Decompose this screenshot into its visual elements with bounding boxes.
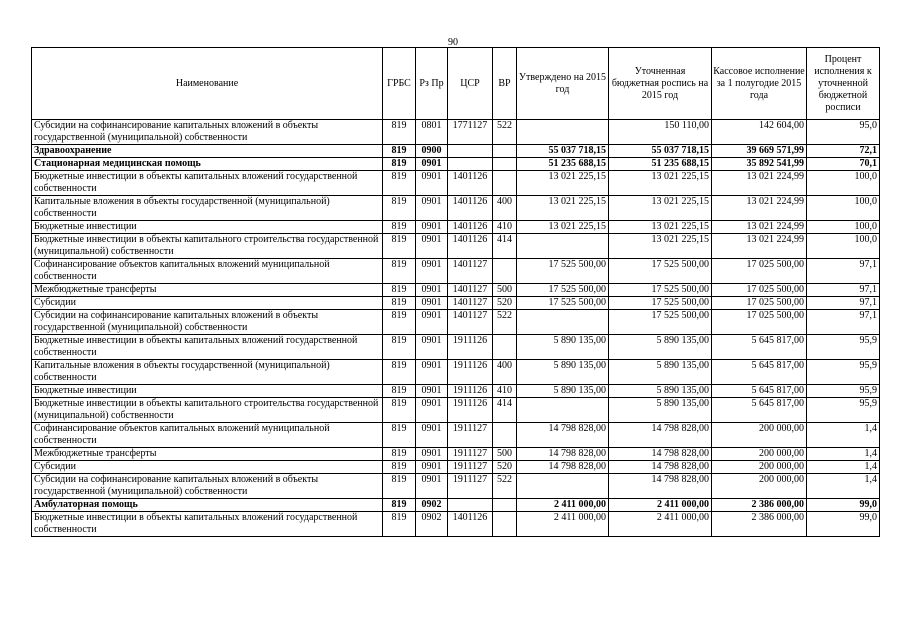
cell-refined: 2 411 000,00 <box>609 512 712 537</box>
cell-vr <box>493 171 517 196</box>
cell-percent: 1,4 <box>807 423 880 448</box>
header-refined: Уточненная бюджетная роспись на 2015 год <box>609 48 712 120</box>
cell-vr <box>493 512 517 537</box>
cell-approved: 14 798 828,00 <box>517 448 609 461</box>
cell-csr <box>448 158 493 171</box>
cell-grbs: 819 <box>383 158 416 171</box>
cell-vr <box>493 259 517 284</box>
cell-csr: 1401127 <box>448 310 493 335</box>
cell-vr: 522 <box>493 474 517 499</box>
budget-execution-table <box>31 47 880 537</box>
cell-refined: 14 798 828,00 <box>609 474 712 499</box>
cell-vr: 520 <box>493 461 517 474</box>
cell-percent: 99,0 <box>807 512 880 537</box>
cell-csr: 1401127 <box>448 297 493 310</box>
table-row <box>32 335 880 360</box>
cell-percent: 95,9 <box>807 385 880 398</box>
cell-refined: 5 890 135,00 <box>609 360 712 385</box>
cell-name: Бюджетные инвестиции в объекты капитальных вложений государственной собственности <box>32 512 383 537</box>
cell-vr <box>493 145 517 158</box>
cell-grbs: 819 <box>383 423 416 448</box>
cell-refined: 14 798 828,00 <box>609 461 712 474</box>
cell-percent: 100,0 <box>807 171 880 196</box>
table-row <box>32 423 880 448</box>
cell-vr: 410 <box>493 385 517 398</box>
cell-name: Бюджетные инвестиции <box>32 221 383 234</box>
table-row <box>32 461 880 474</box>
cell-name: Бюджетные инвестиции в объекты капитальных вложений государственной собственности <box>32 335 383 360</box>
cell-grbs: 819 <box>383 499 416 512</box>
cell-rz-pr: 0901 <box>416 196 448 221</box>
cell-grbs: 819 <box>383 448 416 461</box>
cell-rz-pr: 0901 <box>416 360 448 385</box>
cell-approved: 2 411 000,00 <box>517 499 609 512</box>
table-row <box>32 360 880 385</box>
cell-cash: 200 000,00 <box>712 423 807 448</box>
cell-grbs: 819 <box>383 310 416 335</box>
cell-refined: 13 021 225,15 <box>609 234 712 259</box>
cell-refined: 17 525 500,00 <box>609 284 712 297</box>
cell-refined: 14 798 828,00 <box>609 448 712 461</box>
cell-cash: 13 021 224,99 <box>712 234 807 259</box>
cell-refined: 5 890 135,00 <box>609 385 712 398</box>
cell-rz-pr: 0901 <box>416 335 448 360</box>
cell-name: Бюджетные инвестиции в объекты капитального строительства государственной (муниципальной) собственности <box>32 234 383 259</box>
cell-grbs: 819 <box>383 196 416 221</box>
cell-cash: 17 025 500,00 <box>712 297 807 310</box>
table-row <box>32 145 880 158</box>
cell-rz-pr: 0902 <box>416 512 448 537</box>
cell-percent: 70,1 <box>807 158 880 171</box>
cell-approved: 17 525 500,00 <box>517 284 609 297</box>
cell-approved: 2 411 000,00 <box>517 512 609 537</box>
cell-vr: 410 <box>493 221 517 234</box>
cell-grbs: 819 <box>383 259 416 284</box>
cell-name: Амбулаторная помощь <box>32 499 383 512</box>
cell-rz-pr: 0901 <box>416 234 448 259</box>
cell-name: Софинансирование объектов капитальных вложений муниципальной собственности <box>32 423 383 448</box>
cell-approved <box>517 234 609 259</box>
cell-approved <box>517 474 609 499</box>
cell-percent: 95,0 <box>807 120 880 145</box>
cell-vr <box>493 499 517 512</box>
cell-percent: 97,1 <box>807 284 880 297</box>
cell-grbs: 819 <box>383 297 416 310</box>
cell-percent: 1,4 <box>807 461 880 474</box>
cell-approved: 14 798 828,00 <box>517 423 609 448</box>
cell-name: Бюджетные инвестиции в объекты капитальных вложений государственной собственности <box>32 171 383 196</box>
table-row <box>32 221 880 234</box>
table-row <box>32 259 880 284</box>
cell-approved: 5 890 135,00 <box>517 360 609 385</box>
cell-refined: 51 235 688,15 <box>609 158 712 171</box>
cell-cash: 5 645 817,00 <box>712 385 807 398</box>
table-row <box>32 474 880 499</box>
cell-refined: 17 525 500,00 <box>609 310 712 335</box>
cell-vr: 500 <box>493 284 517 297</box>
cell-name: Софинансирование объектов капитальных вложений муниципальной собственности <box>32 259 383 284</box>
cell-name: Капитальные вложения в объекты государственной (муниципальной) собственности <box>32 360 383 385</box>
cell-cash: 200 000,00 <box>712 474 807 499</box>
cell-cash: 5 645 817,00 <box>712 360 807 385</box>
header-grbs: ГРБС <box>383 48 416 120</box>
table-row <box>32 158 880 171</box>
cell-csr: 1401126 <box>448 196 493 221</box>
cell-refined: 14 798 828,00 <box>609 423 712 448</box>
cell-grbs: 819 <box>383 171 416 196</box>
cell-name: Бюджетные инвестиции <box>32 385 383 398</box>
cell-cash: 2 386 000,00 <box>712 512 807 537</box>
cell-percent: 100,0 <box>807 196 880 221</box>
cell-grbs: 819 <box>383 120 416 145</box>
cell-rz-pr: 0901 <box>416 221 448 234</box>
cell-rz-pr: 0801 <box>416 120 448 145</box>
cell-percent: 100,0 <box>807 221 880 234</box>
cell-vr <box>493 158 517 171</box>
cell-name: Межбюджетные трансферты <box>32 284 383 297</box>
cell-percent: 97,1 <box>807 297 880 310</box>
table-row <box>32 448 880 461</box>
cell-cash: 17 025 500,00 <box>712 259 807 284</box>
table-row <box>32 284 880 297</box>
header-vr: ВР <box>493 48 517 120</box>
cell-rz-pr: 0901 <box>416 297 448 310</box>
cell-percent: 97,1 <box>807 259 880 284</box>
cell-csr: 1911126 <box>448 398 493 423</box>
cell-name: Бюджетные инвестиции в объекты капитального строительства государственной (муниципальной) собственности <box>32 398 383 423</box>
header-percent: Процент исполнения к уточненной бюджетной росписи <box>807 48 880 120</box>
cell-refined: 13 021 225,15 <box>609 196 712 221</box>
cell-rz-pr: 0901 <box>416 398 448 423</box>
cell-name: Стационарная медицинская помощь <box>32 158 383 171</box>
header-name: Наименование <box>32 48 383 120</box>
header-rz-pr: Рз Пр <box>416 48 448 120</box>
cell-vr: 500 <box>493 448 517 461</box>
cell-cash: 17 025 500,00 <box>712 284 807 297</box>
cell-refined: 150 110,00 <box>609 120 712 145</box>
cell-grbs: 819 <box>383 284 416 297</box>
cell-csr: 1911127 <box>448 474 493 499</box>
table-row <box>32 398 880 423</box>
table-row <box>32 234 880 259</box>
cell-rz-pr: 0901 <box>416 310 448 335</box>
cell-cash: 13 021 224,99 <box>712 221 807 234</box>
cell-csr: 1401127 <box>448 259 493 284</box>
cell-name: Субсидии <box>32 461 383 474</box>
cell-cash: 5 645 817,00 <box>712 398 807 423</box>
cell-grbs: 819 <box>383 234 416 259</box>
cell-name: Субсидии на софинансирование капитальных вложений в объекты государственной (муниципальной) собственности <box>32 120 383 145</box>
cell-rz-pr: 0901 <box>416 423 448 448</box>
cell-approved <box>517 120 609 145</box>
cell-csr: 1401126 <box>448 221 493 234</box>
cell-grbs: 819 <box>383 512 416 537</box>
cell-grbs: 819 <box>383 360 416 385</box>
cell-approved: 17 525 500,00 <box>517 297 609 310</box>
cell-cash: 13 021 224,99 <box>712 196 807 221</box>
cell-vr: 414 <box>493 234 517 259</box>
cell-csr: 1911127 <box>448 448 493 461</box>
cell-vr <box>493 335 517 360</box>
cell-cash: 2 386 000,00 <box>712 499 807 512</box>
cell-grbs: 819 <box>383 221 416 234</box>
cell-csr: 1911126 <box>448 335 493 360</box>
cell-percent: 99,0 <box>807 499 880 512</box>
cell-rz-pr: 0901 <box>416 158 448 171</box>
cell-rz-pr: 0901 <box>416 461 448 474</box>
cell-grbs: 819 <box>383 474 416 499</box>
table-row <box>32 385 880 398</box>
cell-csr: 1771127 <box>448 120 493 145</box>
cell-name: Межбюджетные трансферты <box>32 448 383 461</box>
cell-percent: 1,4 <box>807 474 880 499</box>
table-row <box>32 297 880 310</box>
cell-vr: 414 <box>493 398 517 423</box>
cell-approved: 13 021 225,15 <box>517 221 609 234</box>
table-row <box>32 512 880 537</box>
cell-cash: 5 645 817,00 <box>712 335 807 360</box>
cell-grbs: 819 <box>383 385 416 398</box>
cell-percent: 100,0 <box>807 234 880 259</box>
cell-refined: 2 411 000,00 <box>609 499 712 512</box>
page-number: 90 <box>448 37 458 48</box>
cell-csr: 1401126 <box>448 512 493 537</box>
cell-refined: 5 890 135,00 <box>609 398 712 423</box>
cell-rz-pr: 0901 <box>416 171 448 196</box>
cell-csr: 1401126 <box>448 171 493 196</box>
cell-vr <box>493 423 517 448</box>
table-row <box>32 499 880 512</box>
cell-percent: 72,1 <box>807 145 880 158</box>
table-row <box>32 310 880 335</box>
cell-grbs: 819 <box>383 335 416 360</box>
cell-approved <box>517 398 609 423</box>
cell-grbs: 819 <box>383 145 416 158</box>
cell-refined: 5 890 135,00 <box>609 335 712 360</box>
cell-cash: 35 892 541,99 <box>712 158 807 171</box>
cell-cash: 13 021 224,99 <box>712 171 807 196</box>
cell-percent: 1,4 <box>807 448 880 461</box>
cell-cash: 142 604,00 <box>712 120 807 145</box>
cell-csr: 1911126 <box>448 385 493 398</box>
cell-csr: 1401127 <box>448 284 493 297</box>
cell-percent: 95,9 <box>807 335 880 360</box>
cell-approved: 13 021 225,15 <box>517 196 609 221</box>
cell-refined: 55 037 718,15 <box>609 145 712 158</box>
cell-csr: 1911127 <box>448 461 493 474</box>
cell-csr: 1911126 <box>448 360 493 385</box>
cell-grbs: 819 <box>383 398 416 423</box>
cell-rz-pr: 0901 <box>416 284 448 297</box>
cell-refined: 17 525 500,00 <box>609 259 712 284</box>
cell-csr: 1401126 <box>448 234 493 259</box>
cell-rz-pr: 0901 <box>416 448 448 461</box>
header-cash: Кассовое исполнение за 1 полугодие 2015 года <box>712 48 807 120</box>
cell-rz-pr: 0901 <box>416 385 448 398</box>
cell-percent: 97,1 <box>807 310 880 335</box>
cell-approved: 5 890 135,00 <box>517 335 609 360</box>
cell-rz-pr: 0902 <box>416 499 448 512</box>
cell-vr: 520 <box>493 297 517 310</box>
cell-approved: 55 037 718,15 <box>517 145 609 158</box>
cell-cash: 39 669 571,99 <box>712 145 807 158</box>
cell-rz-pr: 0901 <box>416 474 448 499</box>
cell-grbs: 819 <box>383 461 416 474</box>
cell-rz-pr: 0901 <box>416 259 448 284</box>
cell-csr: 1911127 <box>448 423 493 448</box>
cell-refined: 13 021 225,15 <box>609 171 712 196</box>
cell-approved: 5 890 135,00 <box>517 385 609 398</box>
header-approved: Утверждено на 2015 год <box>517 48 609 120</box>
cell-approved: 13 021 225,15 <box>517 171 609 196</box>
cell-refined: 17 525 500,00 <box>609 297 712 310</box>
cell-approved <box>517 310 609 335</box>
cell-name: Субсидии на софинансирование капитальных вложений в объекты государственной (муниципальной) собственности <box>32 474 383 499</box>
cell-refined: 13 021 225,15 <box>609 221 712 234</box>
cell-csr <box>448 145 493 158</box>
table-row <box>32 171 880 196</box>
cell-name: Здравоохранение <box>32 145 383 158</box>
cell-name: Субсидии <box>32 297 383 310</box>
cell-approved: 51 235 688,15 <box>517 158 609 171</box>
cell-name: Капитальные вложения в объекты государственной (муниципальной) собственности <box>32 196 383 221</box>
cell-percent: 95,9 <box>807 398 880 423</box>
cell-rz-pr: 0900 <box>416 145 448 158</box>
table-row <box>32 120 880 145</box>
table-header-row <box>32 48 880 120</box>
cell-percent: 95,9 <box>807 360 880 385</box>
cell-vr: 522 <box>493 310 517 335</box>
cell-vr: 400 <box>493 360 517 385</box>
cell-name: Субсидии на софинансирование капитальных вложений в объекты государственной (муниципальной) собственности <box>32 310 383 335</box>
cell-approved: 14 798 828,00 <box>517 461 609 474</box>
cell-vr: 400 <box>493 196 517 221</box>
cell-vr: 522 <box>493 120 517 145</box>
cell-cash: 200 000,00 <box>712 448 807 461</box>
cell-cash: 200 000,00 <box>712 461 807 474</box>
cell-cash: 17 025 500,00 <box>712 310 807 335</box>
table-body <box>32 120 880 537</box>
cell-approved: 17 525 500,00 <box>517 259 609 284</box>
cell-csr <box>448 499 493 512</box>
table-row <box>32 196 880 221</box>
header-csr: ЦСР <box>448 48 493 120</box>
